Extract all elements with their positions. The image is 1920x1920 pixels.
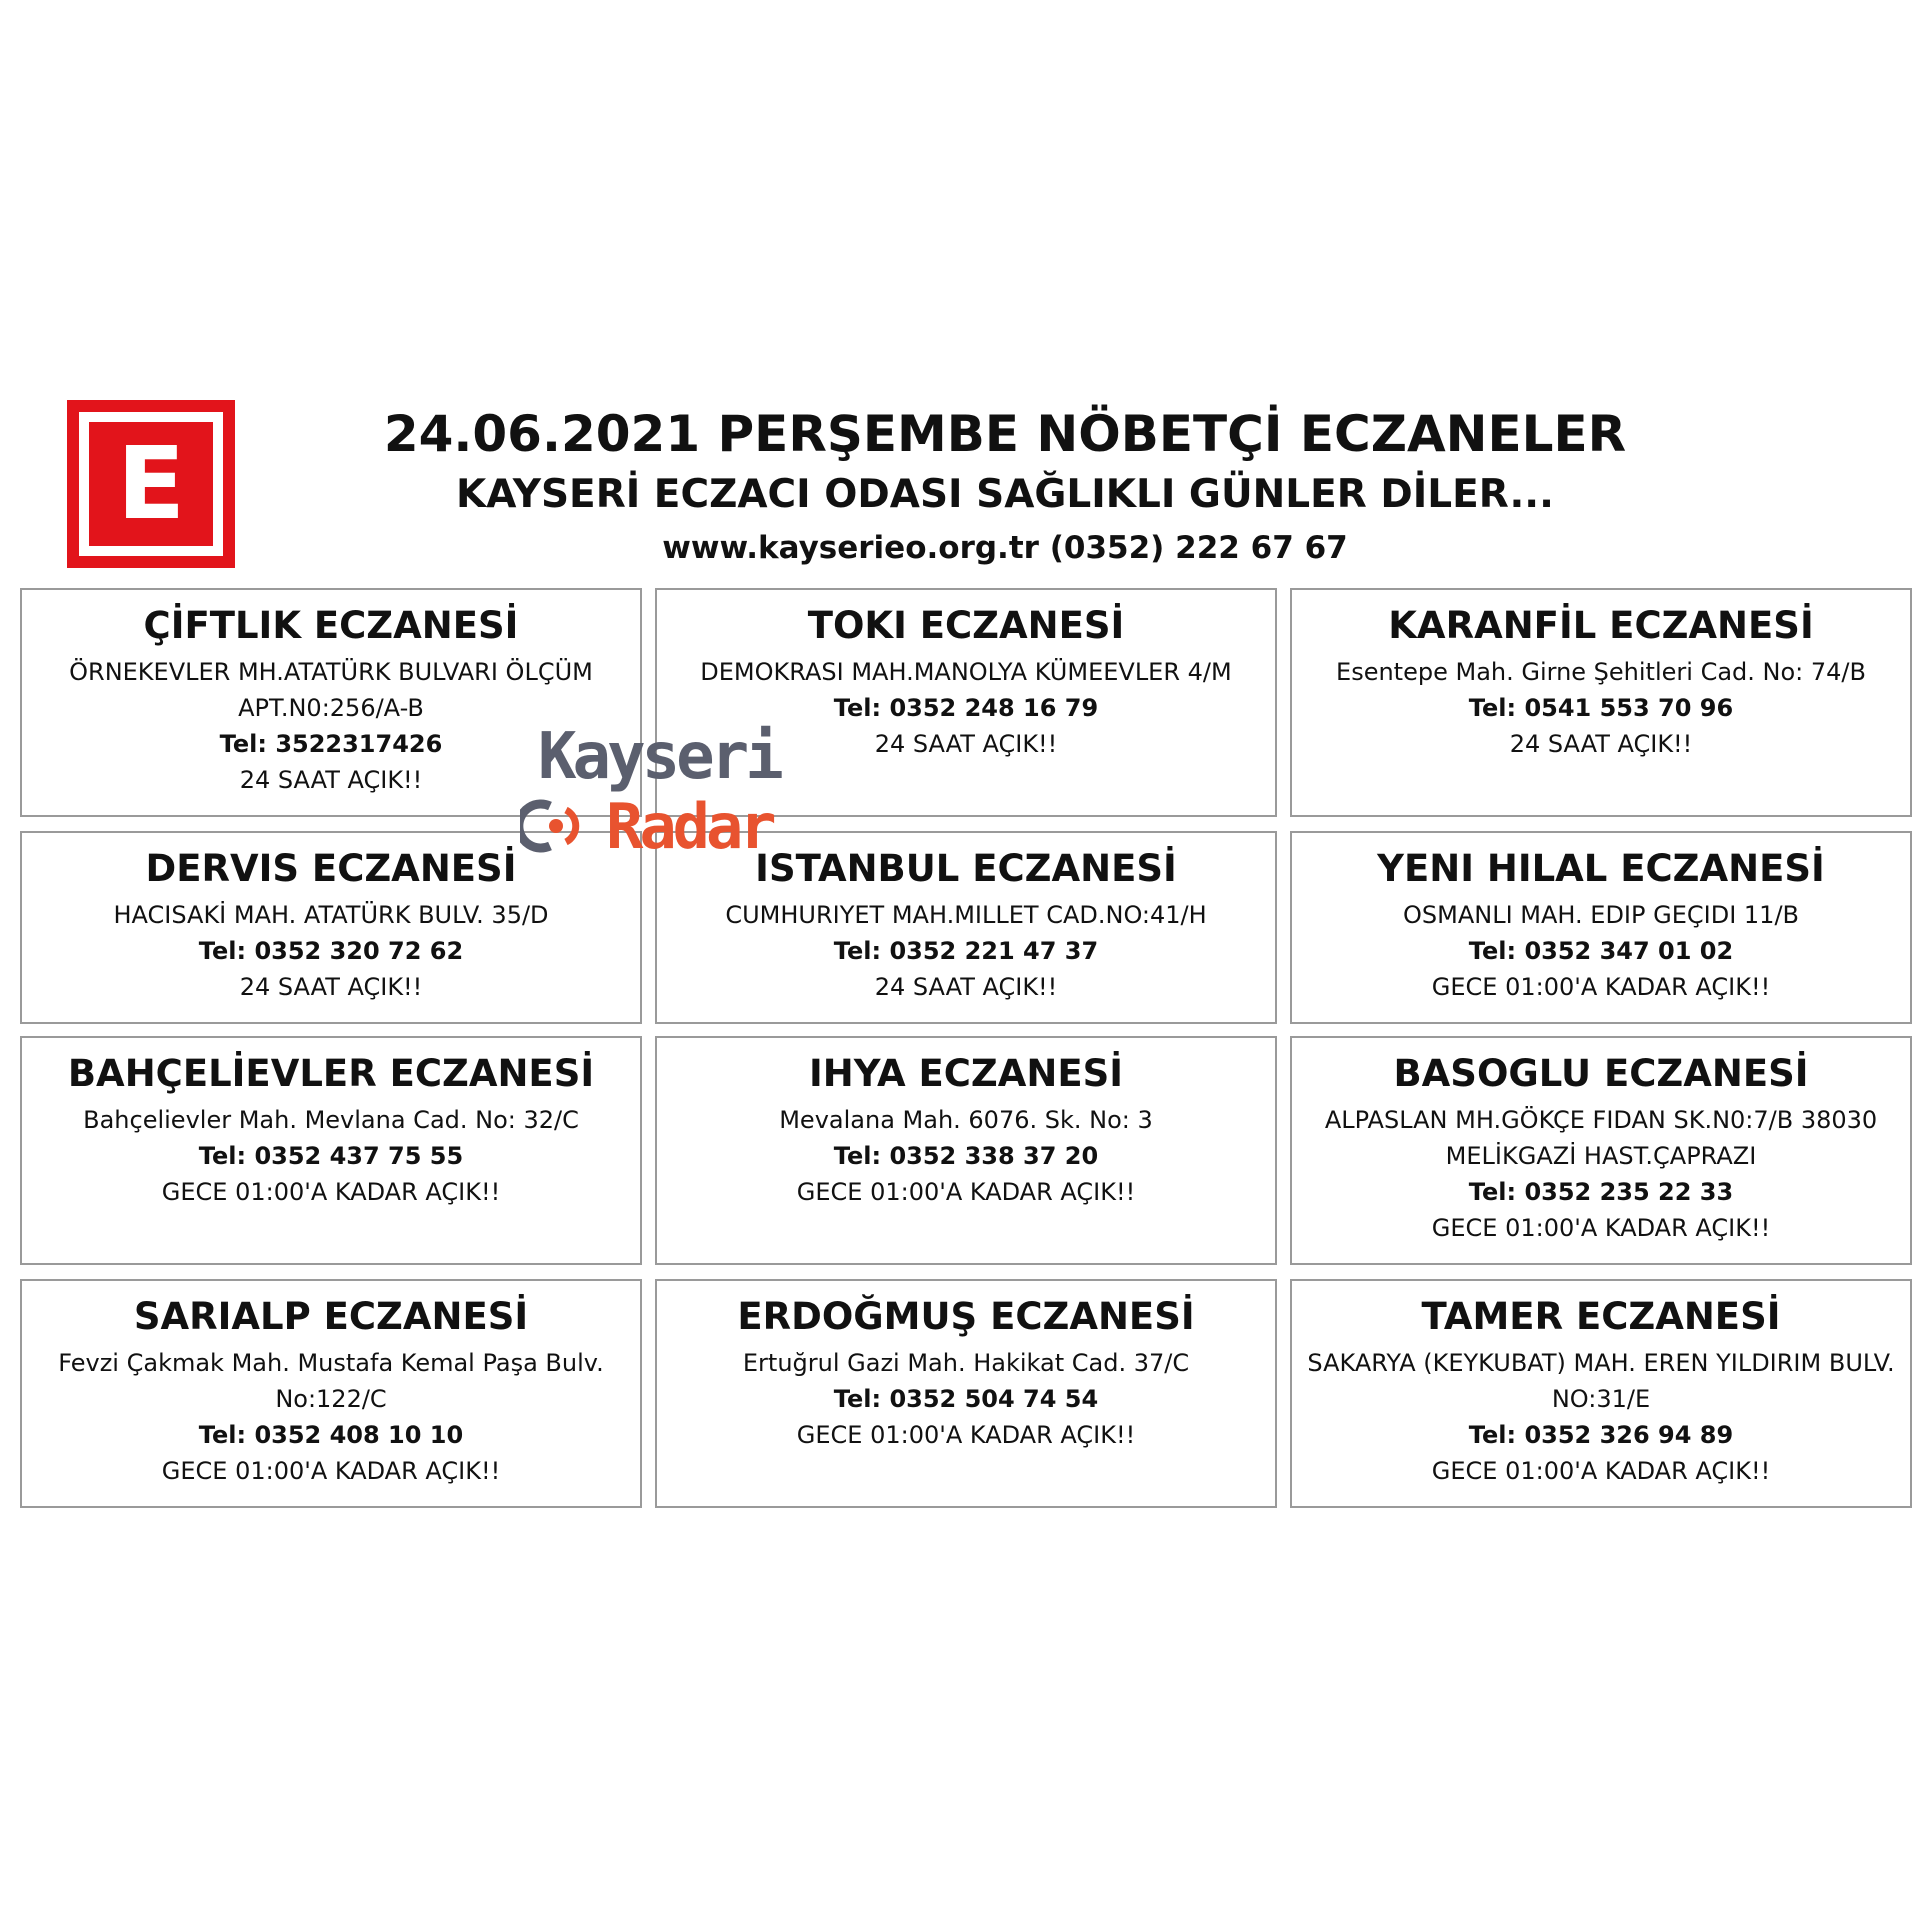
pharmacy-name: YENI HILAL ECZANESİ [1377, 847, 1825, 890]
pharmacy-card [1290, 588, 1912, 817]
pharmacy-address: ALPASLAN MH.GÖKÇE FIDAN SK.N0:7/B 38030 MELİKGAZİ HAST.ÇAPRAZI [1324, 1106, 1878, 1170]
pharmacy-address: OSMANLI MAH. EDIP GEÇIDI 11/B [1403, 901, 1799, 929]
pharmacy-hours: GECE 01:00'A KADAR AÇIK!! [1431, 973, 1771, 1001]
pharmacy-address: Fevzi Çakmak Mah. Mustafa Kemal Paşa Bulv. No:122/C [58, 1349, 604, 1413]
watermark-line2: Radar [606, 790, 773, 863]
pharmacy-name: ÇİFTLIK ECZANESİ [143, 604, 519, 647]
pharmacy-phone: Tel: 0352 320 72 62 [198, 937, 464, 965]
website-and-phone: www.kayserieo.org.tr (0352) 222 67 67 [662, 530, 1348, 566]
pharmacy-phone: Tel: 0352 504 74 54 [833, 1385, 1099, 1413]
page-subtitle: KAYSERİ ECZACI ODASI SAĞLIKLI GÜNLER DİLER... [456, 472, 1554, 517]
pharmacy-phone: Tel: 0352 248 16 79 [833, 694, 1099, 722]
pharmacy-name: TOKI ECZANESİ [807, 604, 1125, 647]
pharmacy-name: DERVIS ECZANESİ [145, 847, 517, 890]
pharmacy-card [655, 1279, 1277, 1508]
pharmacy-name: IHYA ECZANESİ [808, 1052, 1124, 1095]
pharmacy-phone: Tel: 0352 408 10 10 [198, 1421, 464, 1449]
pharmacy-card [1290, 1036, 1912, 1265]
pharmacy-hours: 24 SAAT AÇIK!! [239, 973, 423, 1001]
pharmacy-card [1290, 831, 1912, 1024]
page-title: 24.06.2021 PERŞEMBE NÖBETÇİ ECZANELER [383, 405, 1627, 463]
pharmacy-card [20, 1036, 642, 1265]
logo-red-core [89, 422, 213, 546]
pharmacy-phone: Tel: 3522317426 [219, 730, 443, 758]
pharmacy-card [655, 1036, 1277, 1265]
pharmacy-phone: Tel: 0352 326 94 89 [1468, 1421, 1734, 1449]
pharmacy-phone: Tel: 0352 235 22 33 [1468, 1178, 1734, 1206]
pharmacy-name: ERDOĞMUŞ ECZANESİ [737, 1295, 1195, 1338]
pharmacy-address: Ertuğrul Gazi Mah. Hakikat Cad. 37/C [742, 1349, 1190, 1377]
pharmacy-hours: 24 SAAT AÇIK!! [874, 730, 1058, 758]
pharmacy-hours: GECE 01:00'A KADAR AÇIK!! [796, 1178, 1136, 1206]
pharmacy-name: BAHÇELİEVLER ECZANESİ [67, 1052, 595, 1095]
kayseri-radar-watermark [520, 720, 800, 863]
pharmacy-phone: Tel: 0541 553 70 96 [1468, 694, 1734, 722]
pharmacy-address: CUMHURIYET MAH.MILLET CAD.NO:41/H [725, 901, 1207, 929]
pharmacy-address: DEMOKRASI MAH.MANOLYA KÜMEEVLER 4/M [700, 658, 1232, 686]
pharmacy-address: SAKARYA (KEYKUBAT) MAH. EREN YILDIRIM BULV. NO:31/E [1307, 1349, 1895, 1413]
pharmacy-hours: GECE 01:00'A KADAR AÇIK!! [1431, 1214, 1771, 1242]
logo-letter: E [116, 425, 186, 542]
pharmacy-address: Mevalana Mah. 6076. Sk. No: 3 [779, 1106, 1153, 1134]
pharmacy-name: TAMER ECZANESİ [1421, 1295, 1781, 1338]
pharmacy-hours: GECE 01:00'A KADAR AÇIK!! [796, 1421, 1136, 1449]
watermark-line1: Kayseri [538, 720, 780, 794]
pharmacy-hours: GECE 01:00'A KADAR AÇIK!! [161, 1457, 501, 1485]
pharmacy-phone: Tel: 0352 338 37 20 [833, 1142, 1099, 1170]
pharmacy-address: HACISAKİ MAH. ATATÜRK BULV. 35/D [113, 901, 549, 929]
pharmacy-hours: 24 SAAT AÇIK!! [239, 766, 423, 794]
pharmacy-card [1290, 1279, 1912, 1508]
pharmacy-name: KARANFİL ECZANESİ [1388, 604, 1814, 647]
pharmacy-hours: 24 SAAT AÇIK!! [1509, 730, 1693, 758]
pharmacy-address: Bahçelievler Mah. Mevlana Cad. No: 32/C [83, 1106, 579, 1134]
pharmacy-grid [20, 588, 1912, 1508]
pharmacy-phone: Tel: 0352 221 47 37 [833, 937, 1099, 965]
pharmacy-hours: GECE 01:00'A KADAR AÇIK!! [1431, 1457, 1771, 1485]
radar-signal-icon [520, 796, 590, 856]
pharmacy-name: ISTANBUL ECZANESİ [755, 847, 1177, 890]
pharmacy-name: BASOGLU ECZANESİ [1393, 1052, 1809, 1095]
pharmacy-e-logo [67, 400, 235, 568]
pharmacy-card [20, 1279, 642, 1508]
pharmacy-phone: Tel: 0352 347 01 02 [1468, 937, 1734, 965]
pharmacy-address: Esentepe Mah. Girne Şehitleri Cad. No: 74/B [1336, 658, 1866, 686]
pharmacy-hours: 24 SAAT AÇIK!! [874, 973, 1058, 1001]
pharmacy-name: SARIALP ECZANESİ [133, 1295, 529, 1338]
pharmacy-address: ÖRNEKEVLER MH.ATATÜRK BULVARI ÖLÇÜM APT.N0:256/A-B [69, 658, 593, 722]
pharmacy-hours: GECE 01:00'A KADAR AÇIK!! [161, 1178, 501, 1206]
pharmacy-phone: Tel: 0352 437 75 55 [198, 1142, 464, 1170]
